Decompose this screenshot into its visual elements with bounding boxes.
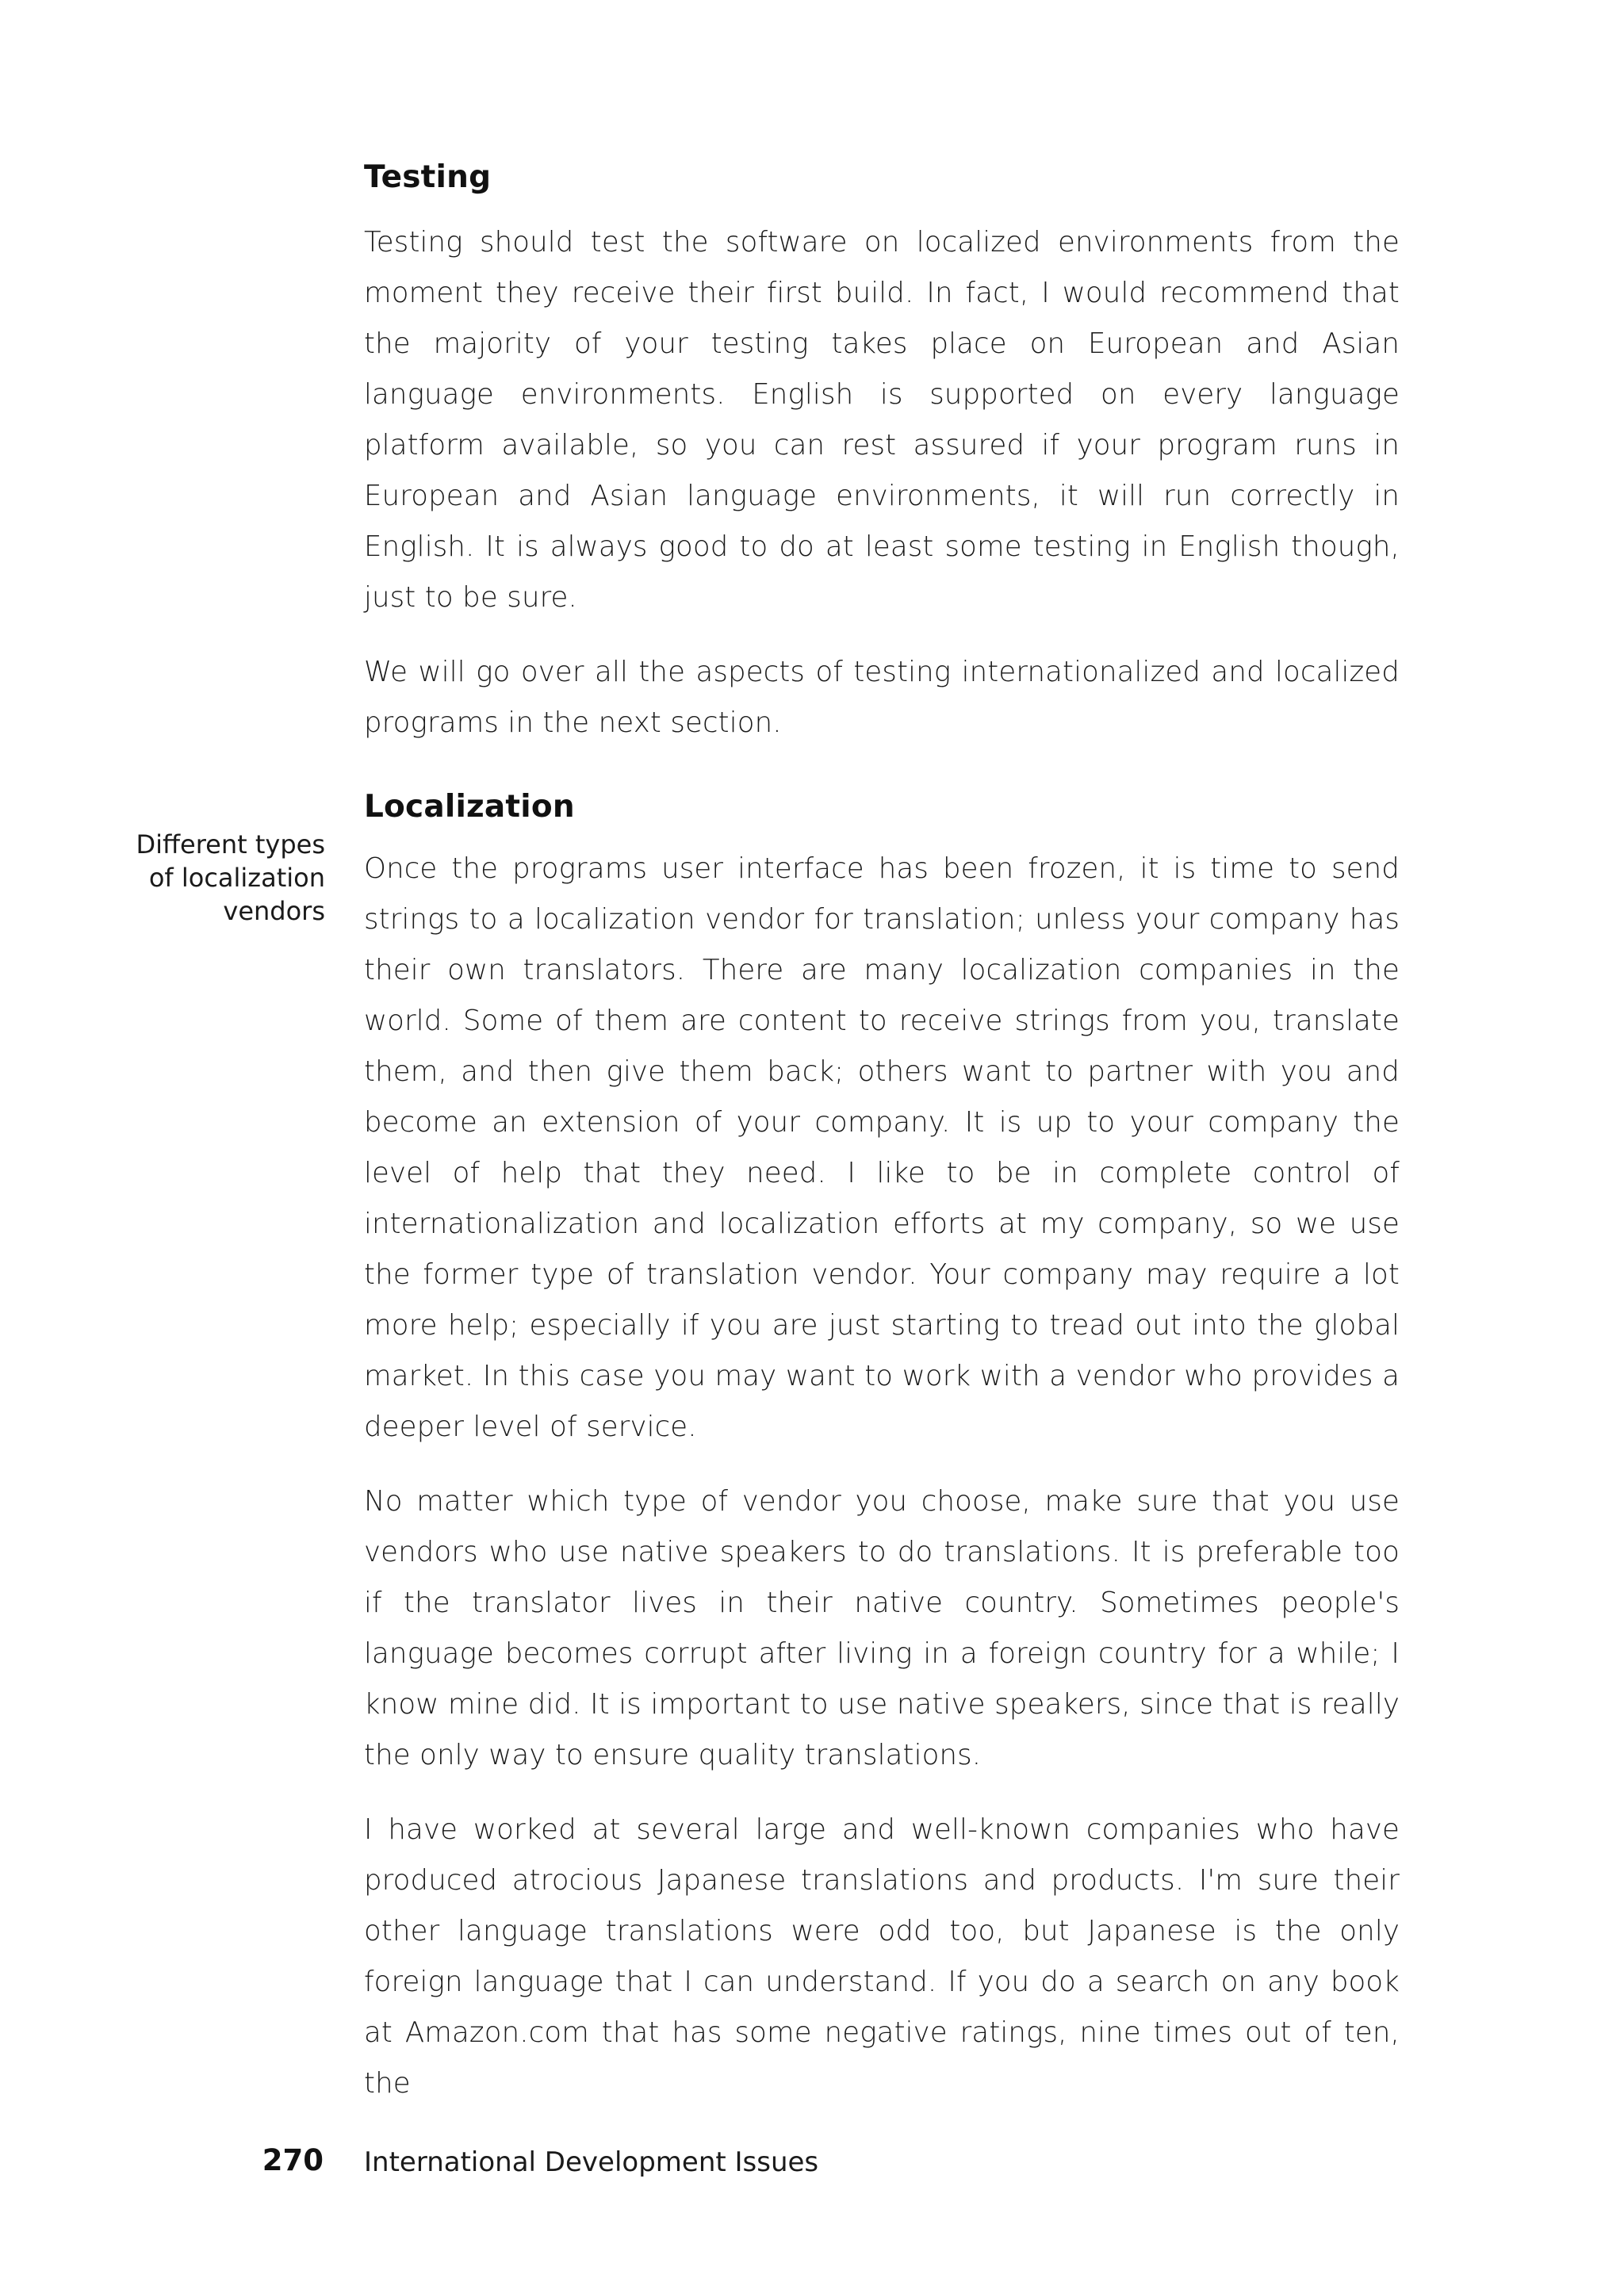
- page-body: [364, 155, 1400, 2109]
- localization-paragraph-3: I have worked at several large and well-known companies who have produced atrocious Japanese translations and products. I'm sure their other language translations were odd too, but Japanese is the only foreign language that I can understand. If you do a search on any book at Amazon.com that has some negative ratings, nine times out of ten, the: [364, 1813, 1400, 2100]
- margin-note: [103, 828, 325, 928]
- localization-paragraph-2: No matter which type of vendor you choose, make sure that you use vendors who use native speakers to do translations. It is preferable too if the translator lives in their native country. Sometimes people's language becomes corrupt after living in a foreign country for a while; I know mine did. It is important to use native speakers, since that is really the only way to ensure quality translations.: [364, 1485, 1400, 1771]
- page-footer: [0, 2141, 1624, 2181]
- margin-note-line: Different types: [136, 829, 325, 860]
- section-heading-localization: Localization: [364, 789, 575, 825]
- testing-paragraph-1: Testing should test the software on localized environments from the moment they receive their first build. In fact, I would recommend that the majority of your testing takes place on European and Asian language environments. English is supported on every language platform available, so you can rest assured if your program runs in European and Asian language environments, it will run correctly in English. It is always good to do at least some testing in English though, just to be sure.: [364, 226, 1400, 614]
- localization-paragraph-1: Once the programs user interface has been frozen, it is time to send strings to a localization vendor for translation; unless your company has their own translators. There are many localization companies in the world. Some of them are content to receive strings from you, translate them, and then give them back; others want to partner with you and become an extension of your company. It is up to your company the level of help that they need. I like to be in complete control of internationalization and localization efforts at my company, so we use the former type of translation vendor. Your company may require a lot more help; especially if you are just starting to tread out into the global market. In this case you may want to work with a vendor who provides a deeper level of service.: [364, 852, 1400, 1443]
- page-number: 270: [262, 2143, 324, 2177]
- testing-paragraph-2: We will go over all the aspects of testing internationalized and localized programs in the next section.: [364, 656, 1400, 739]
- section-heading-testing: Testing: [364, 159, 492, 195]
- margin-note-line: of localization: [148, 863, 325, 893]
- running-title: International Development Issues: [364, 2146, 819, 2178]
- margin-note-line: vendors: [223, 896, 325, 926]
